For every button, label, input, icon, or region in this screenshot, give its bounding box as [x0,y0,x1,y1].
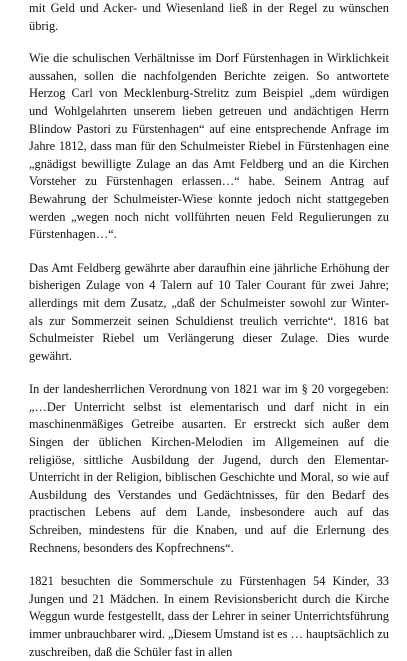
paragraph-1: mit Geld und Acker- und Wiesenland ließ in der Regel zu wünschen übrig. [29,1,389,33]
paragraph-5: 1821 besuchten die Sommerschule zu Fürstenhagen 54 Kinder, 33 Jungen und 21 Mädchen. In einem Revisionsbericht durch die Kirche Weggun wurde festgestellt, dass der Lehrer in seiner Unterrichtsführung immer unbrauchbarer wird. „Diesem Umstand ist es … hauptsächlich zu zuschreiben, daß die Schüler fast in allen [29,574,389,659]
paragraph-2: Wie die schulischen Verhältnisse im Dorf Fürstenhagen in Wirklichkeit aussahen, sollen die nachfolgenden Berichte zeigen. So antwortete Herzog Carl von Mecklenburg-Strelitz zum Beispiel „dem würdigen und Wohlgelahrten unserem lieben getreuen und andächtigen Herrn Blindow Pastori zu Fürstenhagen“ auf eine entsprechende Anfrage im Jahre 1812, dass man für den Schulmeister Riebel in Fürstenhagen eine „gnädigst bewilligte Zulage an das Amt Feldberg und an die Kirchen Vorsteher zu Fürstenhagen erlassen…“ habe. Seinem Antrag auf Bewahrung der Schulmeister-Wiese konnte jedoch nicht stattgegeben werden „wegen noch nicht vollführten neuen Feld Regulierungen zu Fürstenhagen…“. [29,51,389,242]
paragraph-4: In der landesherrlichen Verordnung von 1821 war im § 20 vorgegeben: „…Der Unterricht selbst ist elementarisch und darf nicht in ein maschinenmäßiges Getreibe ausarten. Er erstreckt sich außer dem Singen der üblichen Kirchen-Melodien im Allgemeinen auf die religiöse, sittliche Ausbildung der Jugend, durch den Elementar-Unterricht in der Religion, biblischen Geschichte und Moral, so wie auf Ausbildung des Verstandes und Gedächtnisses, für den Bedarf des practischen Lebens auf dem Lande, insbesondere auch auf das Schreiben, mindestens für die Knaben, und auf die Erlernung des Rechnens, besonders des Kopfrechnens“. [29,382,389,555]
paragraph-spacer [29,365,389,381]
paragraph-spacer [29,244,389,260]
paragraph-spacer [29,557,389,573]
document-page [29,0,389,661]
paragraph-spacer [29,35,389,50]
paragraph-3: Das Amt Feldberg gewährte aber daraufhin eine jährliche Erhöhung der bisherigen Zulage von 4 Talern auf 10 Taler Courant für zwei Jahre; allerdings mit dem Zusatz, „daß der Schulmeister sowohl zur Winter- als zur Sommerzeit seinen Schuldienst treulich verrichte“. 1816 bat Schulmeister Riebel um Verlängerung dieser Zulage. Dies wurde gewährt. [29,260,389,363]
